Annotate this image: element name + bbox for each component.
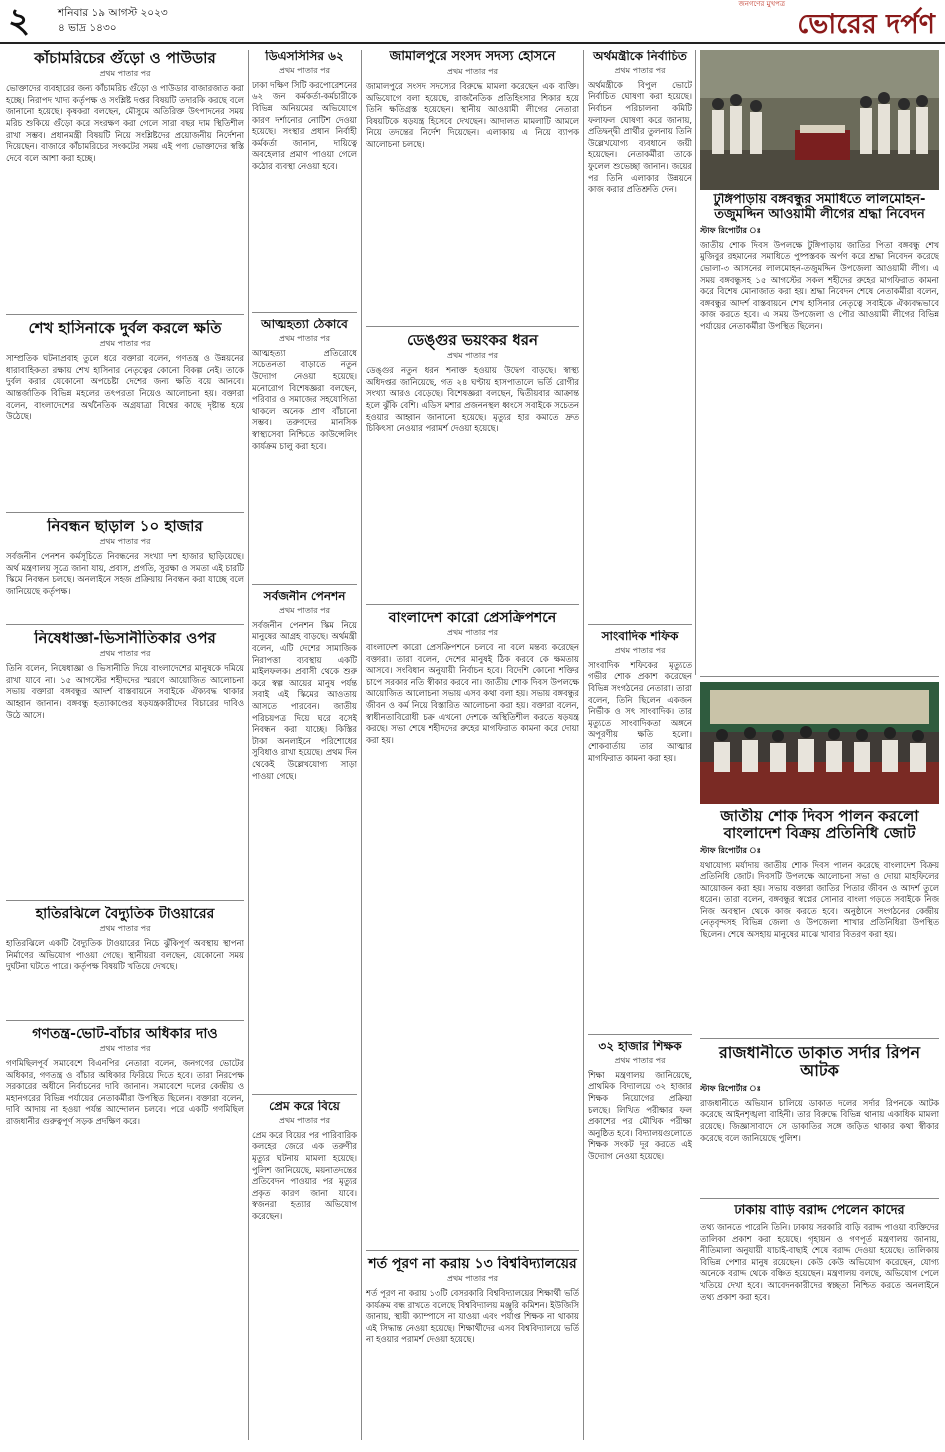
article-divider bbox=[6, 1020, 244, 1021]
logo-tagline: জনগণের মুখপত্র bbox=[738, 0, 785, 8]
article-body: জামালপুরে সংসদ সদস্যের বিরুদ্ধে মামলা করেছেন এক ব্যক্তি। অভিযোগে বলা হয়েছে, রাজনৈতিক প্রতিহিংসার শিকার হয়ে তিনি ক্ষতিগ্রস্ত হয়েছেন। স্থানীয় আওয়ামী লীগের নেতারা বিষয়টিকে ষড়যন্ত্র হিসেবে দেখছেন। আদালত মামলাটি আমলে নিয়ে তদন্তের নির্দেশ দিয়েছেন। এলাকায় এ নিয়ে ব্যাপক আলোচনা চলছে। bbox=[366, 80, 579, 149]
headline: জামালপুরে সংসদ সদস্য হোসনে bbox=[389, 50, 556, 64]
kicker: প্রথম পাতার পর bbox=[447, 66, 498, 76]
headline: কাঁচামরিচের গুঁড়ো ও পাউডার bbox=[34, 50, 216, 67]
kicker: প্রথম পাতার পর bbox=[447, 628, 498, 638]
article-body: সাম্প্রতিক ঘটনাপ্রবাহ তুলে ধরে বক্তারা বলেন, গণতন্ত্র ও উন্নয়নের ধারাবাহিকতা রক্ষায় শেখ হাসিনার নেতৃত্বের কোনো বিকল্প নেই। তাকে দুর্বল করার যেকোনো অপচেষ্টা দেশের জন্য ক্ষতি বয়ে আনবে। আন্তর্জাতিক বিভিন্ন মহলের তৎপরতা নিয়েও আলোচনা হয়। বক্তারা বলেন, বাংলাদেশের অর্থনৈতিক অগ্রযাত্রা বিশ্বের কাছে দৃষ্টান্ত হয়ে উঠেছে। bbox=[6, 353, 244, 422]
article-body: বাংলাদেশ কারো প্রেসক্রিপশনে চলবে না বলে মন্তব্য করেছেন বক্তারা। তারা বলেন, দেশের মানুষই ঠিক করবে কে ক্ষমতায় আসবে। সংবিধান অনুযায়ী নির্বাচন হবে। বিদেশি কোনো শক্তির চাপে সরকার নতি স্বীকার করবে না। জাতীয় শোক দিবস উপলক্ষে আয়োজিত আলোচনা সভায় এসব কথা বলা হয়। সভায় বঙ্গবন্ধুর জীবন ও কর্ম নিয়ে বিস্তারিত আলোচনা করা হয়। বক্তারা বলেন, স্বাধীনতাবিরোধী চক্র এখনো দেশকে অস্থিতিশীল করতে ষড়যন্ত্র করছে। সভা শেষে শহীদদের রুহের মাগফিরাত কামনা করে দোয়া করা হয়। bbox=[366, 642, 579, 745]
headline: হাতিরঝিলে বৈদ্যুতিক টাওয়ারের bbox=[35, 906, 215, 922]
article-divider bbox=[700, 1198, 939, 1199]
article-dengue bbox=[366, 332, 579, 600]
article-body: শর্ত পূরণ না করায় ১৩টি বেসরকারি বিশ্ববিদ্যালয়ের শিক্ষার্থী ভর্তি কার্যক্রম বন্ধ রাখতে বলেছে বিশ্ববিদ্যালয় মঞ্জুরি কমিশন। ইউজিসি জানায়, স্থায়ী ক্যাম্পাসে না যাওয়া এবং পর্যাপ্ত শিক্ষক না থাকায় এই সিদ্ধান্ত নেওয়া হয়েছে। শিক্ষার্থীদের এসব বিশ্ববিদ্যালয়ে ভর্তি না হওয়ার পরামর্শ দেওয়া হয়েছে। bbox=[366, 1288, 579, 1345]
kicker: প্রথম পাতার পর bbox=[99, 69, 151, 79]
newspaper-logo bbox=[705, 0, 935, 42]
article-nishedhaggya bbox=[6, 630, 244, 898]
headline: টুঙ্গিপাড়ায় বঙ্গবন্ধুর সমাধিতে লালমোহন-তজুমদ্দিন আওয়ামী লীগের শ্রদ্ধা নিবেদন bbox=[713, 193, 926, 222]
headline: গণতন্ত্র-ভোট-বাঁচার অধিকার দাও bbox=[32, 1026, 218, 1042]
kicker: প্রথম পাতার পর bbox=[99, 339, 151, 349]
article-body: প্রেম করে বিয়ের পর পারিবারিক কলহের জেরে এক তরুণীর মৃত্যুর ঘটনায় মামলা হয়েছে। পুলিশ জানিয়েছে, ময়নাতদন্তের প্রতিবেদন পাওয়ার পর মৃত্যুর প্রকৃত কারণ জানা যাবে। স্বজনরা হত্যার অভিযোগ করেছেন। bbox=[252, 1129, 357, 1221]
article-dakat bbox=[700, 1044, 939, 1194]
article-divider bbox=[366, 1250, 579, 1251]
kicker: প্রথম পাতার পর bbox=[279, 333, 330, 343]
article-dhaka-bari bbox=[700, 1204, 939, 1440]
column-divider bbox=[583, 50, 584, 1440]
kicker: প্রথম পাতার পর bbox=[99, 924, 151, 934]
article-body: তিনি বলেন, নিষেধাজ্ঞা ও ভিসানীতি দিয়ে বাংলাদেশের মানুষকে দমিয়ে রাখা যাবে না। ১৫ আগস্টের শহীদদের স্মরণে আয়োজিত আলোচনা সভায় বক্তারা বঙ্গবন্ধুর আদর্শ বাস্তবায়নে সবাইকে ঐক্যবদ্ধ থাকার আহ্বান জানান। বঙ্গবন্ধু হত্যাকাণ্ডের ষড়যন্ত্রকারীদের বিচারের দাবিও উঠে আসে। bbox=[6, 663, 244, 720]
article-divider bbox=[6, 314, 244, 315]
kicker: প্রথম পাতার পর bbox=[279, 65, 330, 75]
article-divider bbox=[6, 512, 244, 513]
column-divider bbox=[695, 50, 696, 675]
kicker: প্রথম পাতার পর bbox=[447, 1274, 498, 1284]
article-nibondhon bbox=[6, 518, 244, 618]
photo-bikroy-image bbox=[700, 682, 939, 804]
article-kachamorich bbox=[6, 50, 244, 312]
page-dates bbox=[58, 6, 168, 36]
headline: নিবন্ধন ছাড়াল ১০ হাজার bbox=[47, 518, 203, 535]
byline: স্টাফ রিপোর্টার ঃ bbox=[700, 844, 761, 855]
article-divider bbox=[366, 604, 579, 605]
date-bengali: ৪ ভাদ্র ১৪৩০ bbox=[58, 22, 117, 34]
page-number: ২ bbox=[8, 1, 31, 41]
article-body: রাজধানীতে অভিযান চালিয়ে ডাকাত দলের সর্দার রিপনকে আটক করেছে আইনশৃঙ্খলা বাহিনী। তার বিরুদ্ধে বিভিন্ন থানায় একাধিক মামলা রয়েছে। জিজ্ঞাসাবাদে সে ডাকাতির সঙ্গে জড়িত থাকার কথা স্বীকার করেছে বলে জানিয়েছে পুলিশ। bbox=[700, 1097, 939, 1143]
headline: অর্থমন্ত্রীকে নির্বাচিত bbox=[593, 50, 687, 63]
article-shikkhok bbox=[588, 1040, 692, 1440]
article-jamalpur bbox=[366, 50, 579, 322]
article-body: যথাযোগ্য মর্যাদায় জাতীয় শোক দিবস পালন করেছে বাংলাদেশ বিক্রয় প্রতিনিধি জোট। দিবসটি উপলক্ষে আলোচনা সভা ও দোয়া মাহফিলের আয়োজন করা হয়। সভায় বক্তারা জাতির পিতার জীবন ও আদর্শ তুলে ধরেন। তারা বলেন, বঙ্গবন্ধুর স্বপ্নের সোনার বাংলা গড়তে সবাইকে নিজ নিজ অবস্থান থেকে কাজ করতে হবে। অনুষ্ঠানে সংগঠনের কেন্দ্রীয় নেতৃবৃন্দসহ বিভিন্ন জেলা ও উপজেলা শাখার প্রতিনিধিরা উপস্থিত ছিলেন। শেষে অসহায় মানুষের মাঝে খাবার বিতরণ করা হয়। bbox=[700, 859, 939, 940]
article-body: আত্মহত্যা প্রতিরোধে সচেতনতা বাড়াতে নতুন উদ্যোগ নেওয়া হয়েছে। মনোরোগ বিশেষজ্ঞরা বলছেন, পরিবার ও সমাজের সহযোগিতা থাকলে অনেক প্রাণ বাঁচানো সম্ভব। তরুণদের মানসিক স্বাস্থ্যসেবা নিশ্চিতে কাউন্সেলিং কার্যক্রম চালু করা হবে। bbox=[252, 347, 357, 451]
article-body: ডেঙ্গুর নতুন ধরন শনাক্ত হওয়ায় উদ্বেগ বাড়ছে। স্বাস্থ্য অধিদপ্তর জানিয়েছে, গত ২৪ ঘণ্টায় হাসপাতালে ভর্তি রোগীর সংখ্যা আরও বেড়েছে। বিশেষজ্ঞরা বলছেন, দ্বিতীয়বার আক্রান্ত হলে ঝুঁকি বেশি। এডিস মশার প্রজননস্থল ধ্বংসে সবাইকে সচেতন হওয়ার আহ্বান জানানো হয়েছে। মৃত্যুর হার কমাতে দ্রুত চিকিৎসা নেওয়ার পরামর্শ দেওয়া হয়েছে। bbox=[366, 365, 579, 434]
headline: রাজধানীতে ডাকাত সর্দার রিপন আটক bbox=[718, 1044, 921, 1081]
byline: স্টাফ রিপোর্টার ঃ bbox=[700, 1082, 761, 1093]
article-body: ঢাকা দক্ষিণ সিটি করপোরেশনের ৬২ জন কর্মকর্তা-কর্মচারীকে বিভিন্ন অনিয়মের অভিযোগে কারণ দর্শানোর নোটিশ দেওয়া হয়েছে। সংস্থার প্রধান নির্বাহী কর্মকর্তা জানান, দায়িত্বে অবহেলার প্রমাণ পাওয়া গেলে কঠোর ব্যবস্থা নেওয়া হবে। bbox=[252, 79, 357, 171]
article-divider bbox=[366, 326, 579, 327]
article-body: জাতীয় শোক দিবস উপলক্ষে টুঙ্গিপাড়ায় জাতির পিতা বঙ্গবন্ধু শেখ মুজিবুর রহমানের সমাধিতে পুষ্পস্তবক অর্পণ করে শ্রদ্ধা নিবেদন করেছে ভোলা-৩ আসনের লালমোহন-তজুমদ্দিন উপজেলা আওয়ামী লীগ। এ সময় বঙ্গবন্ধুসহ ১৫ আগস্টের সকল শহীদের রুহের মাগফিরাত কামনা করে বিশেষ মোনাজাত করা হয়। শ্রদ্ধা নিবেদন শেষে নেতাকর্মীরা বলেন, বঙ্গবন্ধুর আদর্শ বাস্তবায়নে শেখ হাসিনার নেতৃত্বে সবাইকে ঐক্যবদ্ধভাবে কাজ করতে হবে। এ সময় উপজেলা ও পৌর আওয়ামী লীগের বিভিন্ন পর্যায়ের নেতাকর্মীরা উপস্থিত ছিলেন। bbox=[700, 239, 939, 332]
logo-name: ভোরের দর্পণ bbox=[797, 9, 935, 40]
headline: ঢাকায় বাড়ি বরাদ্দ পেলেন কাদের bbox=[734, 1204, 905, 1218]
headline: ৩২ হাজার শিক্ষক bbox=[598, 1040, 682, 1053]
kicker: প্রথম পাতার পর bbox=[99, 1044, 151, 1054]
article-divider bbox=[252, 584, 357, 585]
article-divider bbox=[700, 1038, 939, 1039]
article-gonotontro bbox=[6, 1026, 244, 1440]
article-body: সর্বজনীন পেনশন কর্মসূচিতে নিবন্ধনের সংখ্যা দশ হাজার ছাড়িয়েছে। অর্থ মন্ত্রণালয় সূত্রে জানা যায়, প্রবাস, প্রগতি, সুরক্ষা ও সমতা এই চারটি স্কিমে নিবন্ধন চলছে। অনলাইনে সহজ প্রক্রিয়ায় নিবন্ধন করা যাচ্ছে বলে জানিয়েছে কর্তৃপক্ষ। bbox=[6, 551, 244, 597]
headline: নিষেধাজ্ঞা-ভিসানীতিকার ওপর bbox=[34, 630, 216, 647]
headline: প্রেম করে বিয়ে bbox=[269, 1100, 340, 1113]
article-body: হাতিরঝিলে একটি বৈদ্যুতিক টাওয়ারের নিচে ঝুঁকিপূর্ণ অবস্থায় স্থাপনা নির্মাণের অভিযোগ পাওয়া গেছে। স্থানীয়রা বলছেন, যেকোনো সময় দুর্ঘটনা ঘটতে পারে। কর্তৃপক্ষ বিষয়টি খতিয়ে দেখছে। bbox=[6, 938, 244, 972]
article-shok-dibos bbox=[700, 808, 939, 1034]
article-lalmohan bbox=[700, 193, 939, 673]
article-shorto-puron bbox=[366, 1256, 579, 1440]
headline: শেখ হাসিনাকে দুর্বল করলে ক্ষতি bbox=[28, 320, 222, 337]
article-dscc bbox=[252, 50, 357, 308]
article-divider bbox=[6, 624, 244, 625]
article-divider bbox=[252, 312, 357, 313]
article-divider bbox=[700, 676, 939, 677]
headline: জাতীয় শোক দিবস পালন করলো বাংলাদেশ বিক্রয় প্রতিনিধি জোট bbox=[720, 808, 919, 843]
article-sangbadik bbox=[588, 630, 692, 1030]
article-orthomontri bbox=[588, 50, 692, 620]
byline: স্টাফ রিপোর্টার ঃ bbox=[700, 224, 761, 235]
article-attohotya bbox=[252, 318, 357, 580]
page-masthead bbox=[0, 0, 945, 44]
headline: ডিএসসিসির ৬২ bbox=[265, 50, 344, 63]
article-body: ভোক্তাদের ব্যবহারের জন্য কাঁচামরিচ গুঁড়ো ও পাউডার বাজারজাত করা হচ্ছে। নিরাপদ খাদ্য কর্তৃপক্ষ ও সংশ্লিষ্ট দপ্তর বিষয়টি তদারকি করছে বলে জানানো হয়েছে। কৃষকরা বলছেন, মৌসুমে অতিরিক্ত উৎপাদনের সময় মরিচ শুকিয়ে গুঁড়ো করে সংরক্ষণ করা গেলে সারা বছর দাম স্থিতিশীল রাখা সম্ভব। প্রধানমন্ত্রী বিষয়টি নিয়ে সংশ্লিষ্টদের প্রয়োজনীয় নির্দেশনা দিয়েছেন। বাজারে কাঁচামরিচের সংকটের সময় এই পণ্য ভোক্তাদের স্বস্তি দেবে বলে আশা করা হচ্ছে। bbox=[6, 83, 244, 163]
photo-tungipara bbox=[700, 50, 939, 190]
kicker: প্রথম পাতার পর bbox=[614, 65, 666, 75]
column-divider bbox=[248, 50, 249, 1440]
photo-bikroy bbox=[700, 682, 939, 804]
headline: সাংবাদিক শফিক bbox=[601, 630, 679, 643]
article-prem bbox=[252, 1100, 357, 1440]
kicker: প্রথম পাতার পর bbox=[614, 645, 666, 655]
photo-tungipara-image bbox=[700, 50, 939, 190]
kicker: প্রথম পাতার পর bbox=[99, 649, 151, 659]
article-body: তথ্য জানতে পারেনি তিনি। ঢাকায় সরকারি বাড়ি বরাদ্দ পাওয়া ব্যক্তিদের তালিকা প্রকাশ করা হয়েছে। গৃহায়ন ও গণপূর্ত মন্ত্রণালয় জানায়, নীতিমালা অনুযায়ী যাচাই-বাছাই শেষে বরাদ্দ দেওয়া হয়েছে। তালিকায় বিভিন্ন পেশার মানুষ রয়েছেন। কেউ কেউ অভিযোগ করেছেন, যোগ্য অনেকে বরাদ্দ থেকে বঞ্চিত হয়েছেন। মন্ত্রণালয় বলছে, অভিযোগ পেলে খতিয়ে দেখা হবে। আবেদনকারীদের স্বচ্ছতা নিশ্চিত করতে অনলাইনে তথ্য প্রকাশ করা হবে। bbox=[700, 1221, 939, 1302]
headline: ডেঙ্গুর ভয়ংকর ধরন bbox=[407, 332, 538, 349]
article-body: শিক্ষা মন্ত্রণালয় জানিয়েছে, প্রাথমিক বিদ্যালয়ে ৩২ হাজার শিক্ষক নিয়োগের প্রক্রিয়া চলছে। লিখিত পরীক্ষার ফল প্রকাশের পর মৌখিক পরীক্ষা অনুষ্ঠিত হবে। বিদ্যালয়গুলোতে শিক্ষক সংকট দূর করতে এই উদ্যোগ নেওয়া হয়েছে। bbox=[588, 1069, 692, 1161]
article-body: সর্বজনীন পেনশন স্কিম নিয়ে মানুষের আগ্রহ বাড়ছে। অর্থমন্ত্রী বলেন, এটি দেশের সামাজিক নিরাপত্তা ব্যবস্থায় একটি মাইলফলক। প্রবাসী থেকে শুরু করে স্বল্প আয়ের মানুষ পর্যন্ত সবাই এই স্কিমের আওতায় আসতে পারবেন। জাতীয় পরিচয়পত্র দিয়ে ঘরে বসেই নিবন্ধন করা যাচ্ছে। কিস্তির টাকা অনলাইনে পরিশোধের সুবিধাও রাখা হয়েছে। প্রথম দিন থেকেই উল্লেখযোগ্য সাড়া পাওয়া গেছে। bbox=[252, 619, 357, 781]
kicker: প্রথম পাতার পর bbox=[614, 1055, 666, 1065]
article-divider bbox=[252, 1094, 357, 1095]
article-bd-prescription bbox=[366, 610, 579, 1246]
headline: শর্ত পূরণ না করায় ১৩ বিশ্ববিদ্যালয়ের bbox=[368, 1256, 577, 1272]
headline: বাংলাদেশ কারো প্রেসক্রিপশনে bbox=[388, 610, 557, 626]
article-divider bbox=[588, 624, 692, 625]
headline: আত্মহত্যা ঠেকাবে bbox=[261, 318, 348, 331]
date-gregorian: শনিবার ১৯ আগস্ট ২০২৩ bbox=[58, 7, 168, 19]
article-body: অর্থমন্ত্রীকে বিপুল ভোটে নির্বাচিত ঘোষণা করা হয়েছে। নির্বাচন পরিচালনা কমিটি ফলাফল ঘোষণা করে জানায়, প্রতিদ্বন্দ্বী প্রার্থীর তুলনায় তিনি উল্লেখযোগ্য ব্যবধানে জয়ী হয়েছেন। নেতাকর্মীরা তাকে ফুলেল শুভেচ্ছা জানান। জয়ের পর তিনি এলাকার উন্নয়নে কাজ করার প্রতিশ্রুতি দেন। bbox=[588, 79, 692, 195]
column-divider bbox=[361, 50, 362, 1440]
article-body: সাংবাদিক শফিকের মৃত্যুতে গভীর শোক প্রকাশ করেছেন বিভিন্ন সংগঠনের নেতারা। তারা বলেন, তিনি ছিলেন একজন নির্ভীক ও সৎ সাংবাদিক। তার মৃত্যুতে সাংবাদিকতা অঙ্গনে অপূরণীয় ক্ষতি হলো। শোকবার্তায় তার আত্মার মাগফিরাত কামনা করা হয়। bbox=[588, 659, 692, 763]
article-divider bbox=[6, 900, 244, 901]
article-sorbojonin bbox=[252, 590, 357, 1090]
article-body: গণমিছিলপূর্ব সমাবেশে বিএনপির নেতারা বলেন, জনগণের ভোটের অধিকার, গণতন্ত্র ও বাঁচার অধিকার ফিরিয়ে দিতে হবে। তারা নিরপেক্ষ সরকারের অধীনে নির্বাচনের দাবি জানান। সমাবেশে দলের কেন্দ্রীয় ও মহানগরের বিভিন্ন পর্যায়ের নেতাকর্মীরা উপস্থিত ছিলেন। বক্তারা বলেন, দাবি আদায় না হওয়া পর্যন্ত আন্দোলন চলবে। পরে একটি গণমিছিল রাজধানীর গুরুত্বপূর্ণ সড়ক প্রদক্ষিণ করে। bbox=[6, 1058, 244, 1127]
kicker: প্রথম পাতার পর bbox=[99, 537, 151, 547]
headline: সর্বজনীন পেনশন bbox=[263, 590, 346, 603]
article-sheikh-hasina bbox=[6, 320, 244, 510]
kicker: প্রথম পাতার পর bbox=[279, 1115, 330, 1125]
kicker: প্রথম পাতার পর bbox=[279, 605, 330, 615]
article-divider bbox=[588, 1034, 692, 1035]
article-hatirjheel bbox=[6, 906, 244, 1018]
kicker: প্রথম পাতার পর bbox=[447, 351, 498, 361]
